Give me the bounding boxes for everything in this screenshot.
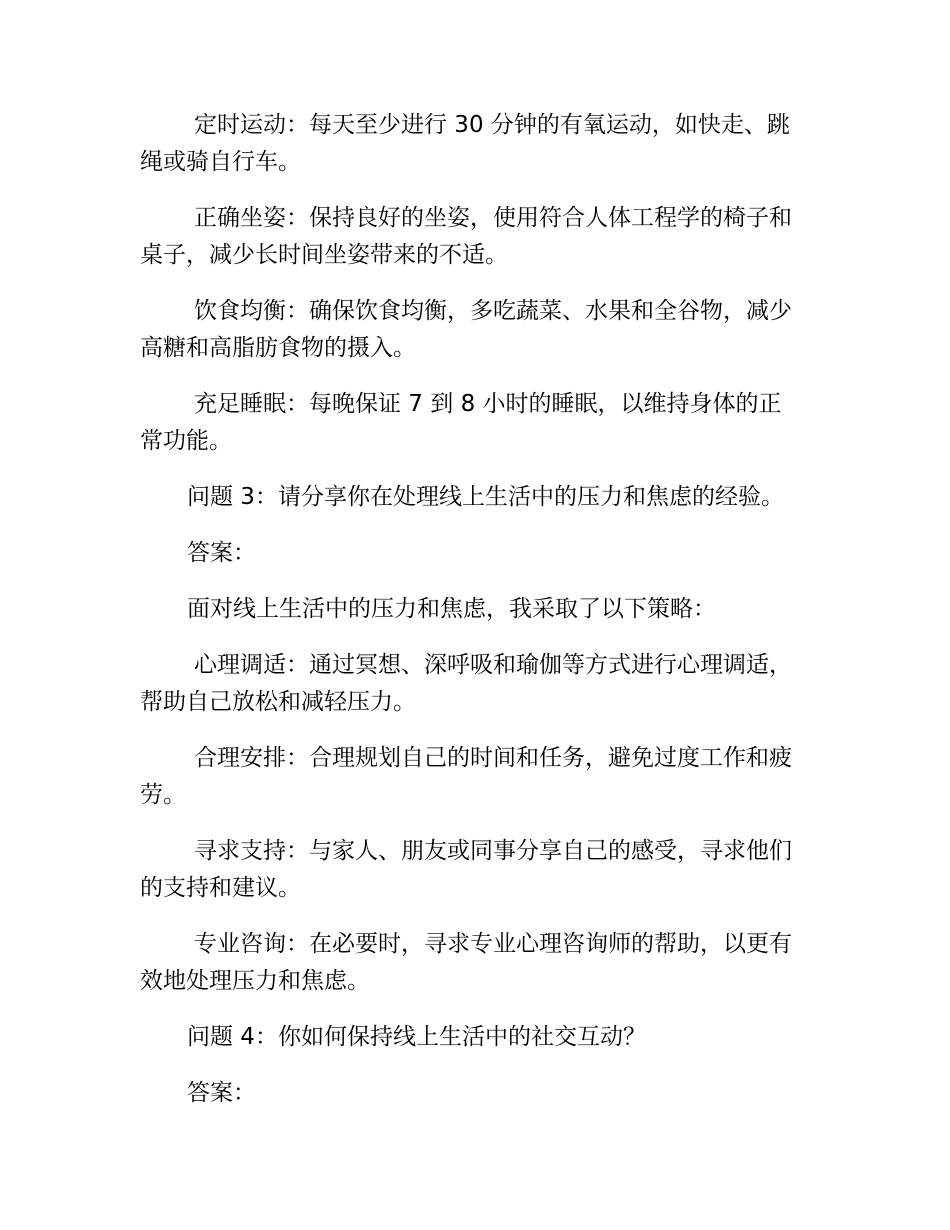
strategy-psychological-adjustment: 心理调适：通过冥想、深呼吸和瑜伽等方式进行心理调适，帮助自己放松和减轻压力。: [140, 652, 792, 715]
answer-label-3: 答案：: [187, 540, 256, 566]
document-body: [140, 107, 800, 1131]
strategy-seek-support: 寻求支持：与家人、朋友或同事分享自己的感受，寻求他们的支持和建议。: [140, 838, 792, 901]
tip-balanced-diet: 饮食均衡：确保饮食均衡，多吃蔬菜、水果和全谷物，减少高糖和高脂肪食物的摄入。: [140, 298, 792, 361]
answer-label-4: 答案：: [187, 1080, 256, 1106]
answer-intro-3: 面对线上生活中的压力和焦虑，我采取了以下策略：: [187, 596, 716, 622]
tip-enough-sleep: 充足睡眠：每晚保证 7 到 8 小时的睡眠，以维持身体的正常功能。: [140, 391, 782, 454]
strategy-reasonable-arrangement: 合理安排：合理规划自己的时间和任务，避免过度工作和疲劳。: [140, 745, 792, 808]
tip-correct-posture: 正确坐姿：保持良好的坐姿，使用符合人体工程学的椅子和桌子，减少长时间坐姿带来的不适。: [140, 205, 792, 268]
tip-regular-exercise: 定时运动：每天至少进行 30 分钟的有氧运动，如快走、跳绳或骑自行车。: [140, 112, 790, 175]
strategy-professional-consulting: 专业咨询：在必要时，寻求专业心理咨询师的帮助，以更有效地处理压力和焦虑。: [140, 931, 792, 994]
question-3: 问题 3：请分享你在处理线上生活中的压力和焦虑的经验。: [187, 484, 784, 510]
question-4: 问题 4：你如何保持线上生活中的社交互动？: [187, 1024, 646, 1050]
